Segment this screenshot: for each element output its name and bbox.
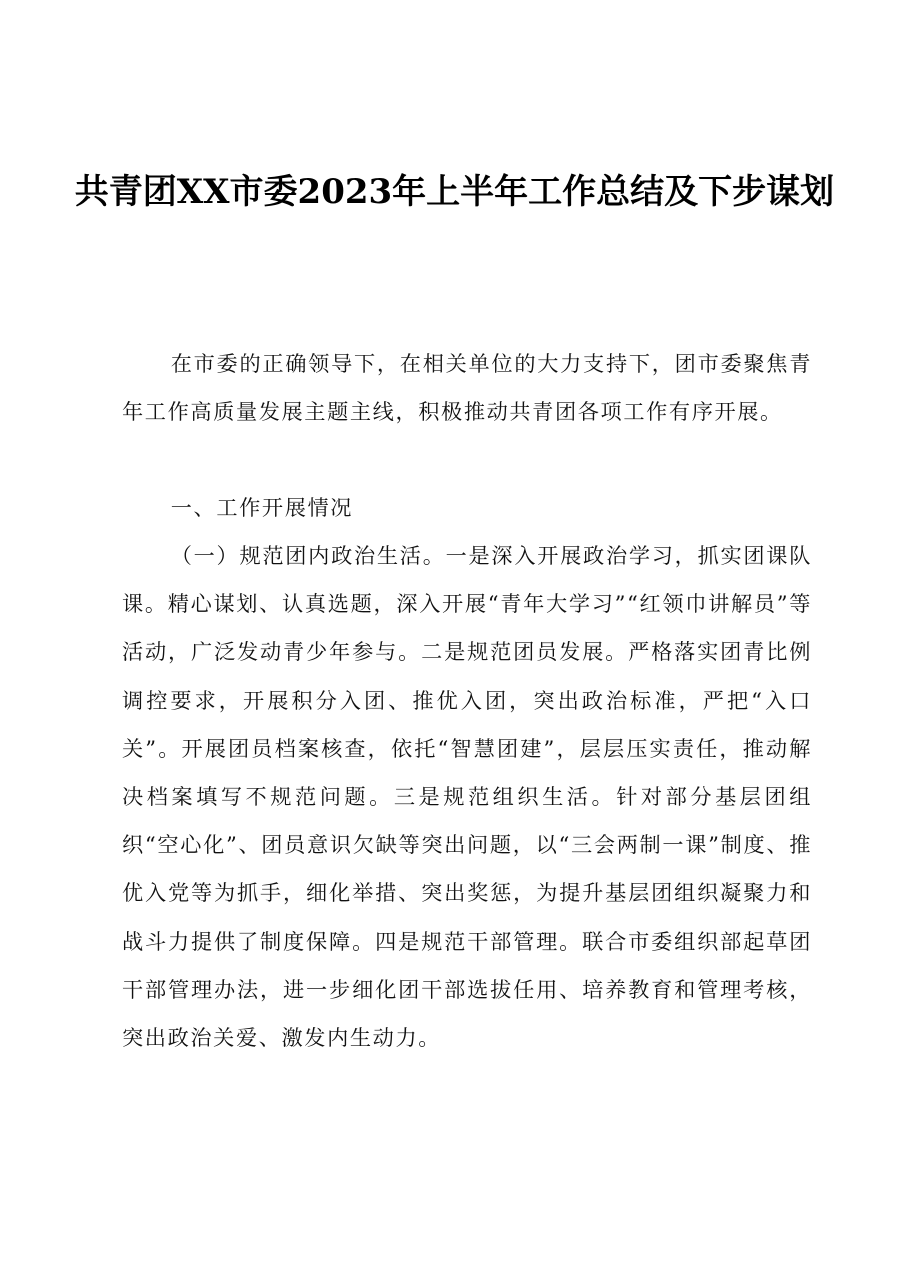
intro-text: 在市委的正确领导下，在相关单位的大力支持下，团市委聚焦青年工作高质量发展主题主线，积极推动共青团各项工作有序开展。 — [122, 351, 812, 425]
section-heading-text: 一、工作开展情况 — [170, 495, 354, 520]
section-paragraph — [122, 532, 812, 1062]
section-heading — [122, 484, 812, 532]
document-title: 共青团XX市委2023年上半年工作总结及下步谋划 — [74, 172, 835, 212]
section-paragraph-text: （一）规范团内政治生活。一是深入开展政治学习，抓实团课队课。精心谋划、认真选题，深入开展“青年大学习”“红领巾讲解员”等活动，广泛发动青少年参与。二是规范团员发展。严格落实团青比例调控要求，开展积分入团、推优入团，突出政治标准，严把“入口关”。开展团员档案核查，依托“智慧团建”，层层压实责任，推动解决档案填写不规范问题。三是规范组织生活。针对部分基层团组织“空心化”、团员意识欠缺等突出问题，以“三会两制一课”制度、推优入党等为抓手，细化举措、突出奖惩，为提升基层团组织凝聚力和战斗力提供了制度保障。四是规范干部管理。联合市委组织部起草团干部管理办法，进一步细化团干部选拔任用、培养教育和管理考核，突出政治关爱、激发内生动力。 — [122, 543, 812, 1051]
intro-paragraph — [122, 340, 812, 436]
